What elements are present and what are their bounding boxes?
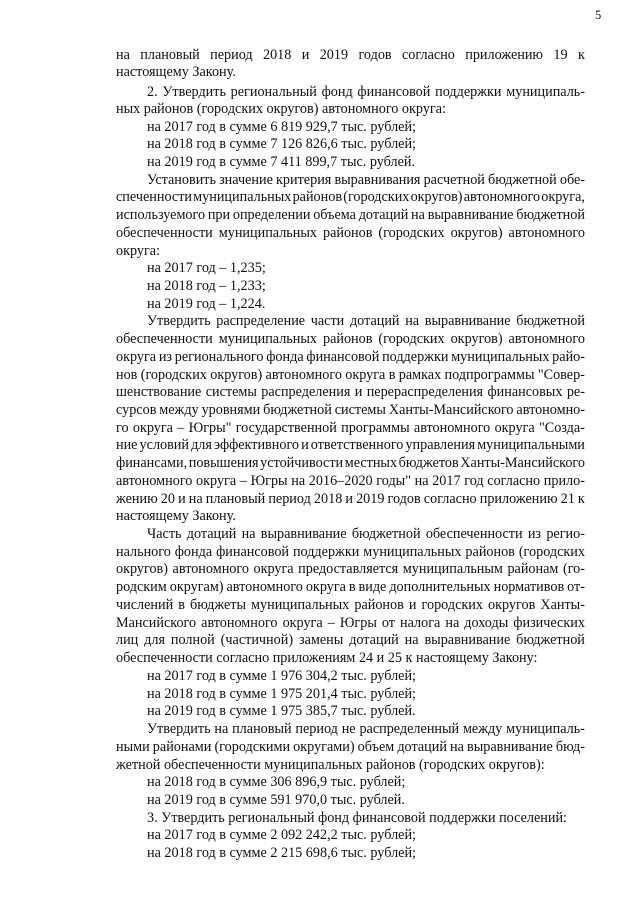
word: Установить [147,172,216,188]
word: выравнивание [427,207,514,223]
word: регионального [174,349,264,365]
word: округа [132,420,173,436]
word: округа [116,349,157,365]
word: замены [298,632,344,648]
text-line [116,561,585,577]
word: 19 [553,47,568,63]
word: автономного [172,561,249,577]
word: сурсов [116,402,157,418]
text-line: на 2018 год в сумме 1 975 201,4 тыс. рублей; [147,686,416,702]
word: Ханты-Мансийского [460,455,585,471]
word: районов [292,189,343,205]
word: части [310,313,345,329]
word: местных [344,455,398,471]
page-number: 5 [595,8,602,22]
word: распределения [261,384,351,400]
text-line: ных районов (городских округов) автономного округа: [116,101,446,117]
word: условий [139,437,189,453]
word: годов [387,491,421,507]
text-line [116,367,585,383]
word: в [348,579,356,595]
word: городских [421,597,483,613]
word: в [178,597,185,613]
word: между [159,402,199,418]
word: – [177,420,185,436]
word: (частичной) [220,632,294,648]
word: 2018 [262,47,292,63]
word: подпрограммы [444,367,535,383]
word: распределенный [359,721,460,737]
word: обеспеченности [116,331,213,347]
word: – [327,615,335,631]
text-line [116,473,585,489]
word: критерия [276,172,332,188]
word: Югры [250,473,288,489]
word: дополнительных [389,579,491,595]
text-line: жетной обеспеченности муниципальных районов (городских округов): [116,757,545,773]
text-line [116,331,585,347]
word: округам) [169,579,224,595]
word: бюджетной [516,207,585,223]
word: округами) [293,739,355,755]
word: объема [313,207,356,223]
word: нов [116,367,138,383]
word: округов) [450,331,503,347]
text-line [116,189,585,205]
word: 21 [560,491,575,507]
text-line [147,526,585,542]
word: – [239,473,247,489]
word: 2. [147,84,158,100]
word: бюджетной [488,172,557,188]
word: дотаций [358,207,409,223]
word: на [405,313,420,329]
text-line [116,47,585,63]
text-line: настоящему Закону. [116,64,236,80]
word: на [414,473,429,489]
word: к [577,47,585,63]
word: программы [341,420,410,436]
word: бюджетной [516,313,585,329]
word: поддержки [292,544,360,560]
word: для [191,437,212,453]
text-line [147,84,585,100]
word: согласно [423,491,477,507]
text-line: обеспеченности согласно приложениям 24 и 25 к настоящему Закону: [116,650,538,666]
word: поддержки [382,349,449,365]
word: период [210,47,253,63]
word: муниципальным [402,561,503,577]
word: согласно [487,473,541,489]
word: годов [358,47,392,63]
word: автономного [201,615,278,631]
word: предоставляется [298,561,399,577]
word: рамках [398,367,442,383]
word: плановый [232,721,292,737]
word: автономного [463,189,541,205]
word: финансовых [487,384,563,400]
word: на [291,473,306,489]
word: ответственного [310,437,404,453]
word: объем [357,739,395,755]
text-line [116,384,585,400]
word: плановый [205,491,266,507]
word: Мансийского [116,615,197,631]
word: жению [116,491,158,507]
text-line [147,172,585,188]
word: райо- [552,349,585,365]
word: выравнивание [424,313,511,329]
word: бюджетов [398,455,459,471]
word: между [462,721,503,737]
word: числений [116,597,174,613]
word: районов [354,597,404,613]
word: период [268,491,311,507]
word: на [445,615,460,631]
word: районам [507,561,559,577]
word: на [411,207,425,223]
word: устойчивости [260,455,344,471]
text-line: на 2017 год в сумме 1 976 304,2 тыс. рублей; [147,668,416,684]
text-line [116,579,585,595]
word: налога [400,615,441,631]
word: от [381,615,395,631]
text-line: на 2018 год в сумме 2 215 698,6 тыс. рублей; [147,845,416,861]
word: государственной [235,420,337,436]
word: шенствование [116,384,202,400]
text-line [116,207,585,223]
word: Утвердить [147,313,211,329]
word: годы" [376,473,411,489]
word: Часть [147,526,182,542]
word: (городских [378,225,445,241]
word: Ханты-Мансийского [388,402,514,418]
word: муниципальными [477,437,585,453]
word: округов) [450,225,503,241]
word: округа [196,473,237,489]
word: лиц [116,632,139,648]
text-line [116,491,585,507]
word: выравнивания [334,172,421,188]
word: для [144,632,165,648]
word: (городских [518,544,585,560]
word: ными [116,739,150,755]
word: ние [116,437,138,453]
word: округа, [541,189,585,205]
word: районов [322,331,373,347]
word: автономного [116,473,193,489]
word: дотаций [349,313,400,329]
word: муниципальных [451,349,550,365]
word: 2019 [356,491,385,507]
word: на [116,47,130,63]
word: эффективного [213,437,300,453]
word: (городскими [214,739,291,755]
word: виде [358,579,387,595]
word: Югры" [188,420,232,436]
word: и [354,384,363,400]
text-line: на 2017 год в сумме 6 819 929,7 тыс. рублей; [147,119,416,135]
word: от- [567,579,585,595]
word: поддержки [435,84,502,100]
word: нормативов [493,579,565,595]
text-line: на 2019 год – 1,224. [147,296,266,312]
word: 2016–2020 [308,473,373,489]
word: округов [488,597,536,613]
word: приложению [479,491,558,507]
text-line [116,455,585,471]
word: 2017 [432,473,461,489]
word: управления [405,437,476,453]
text-line [147,313,585,329]
word: обе- [559,172,585,188]
word: 2018 [313,491,343,507]
word: дотаций [397,739,447,755]
word: согласно [402,47,455,63]
word: год [464,473,484,489]
word: и [178,491,186,507]
word: районами [152,739,212,755]
word: (городских [140,367,207,383]
word: (городских [378,331,445,347]
word: обеспеченности [425,526,523,542]
text-line: настоящему Закону. [116,508,236,524]
word: автономного [508,331,585,347]
text-line [116,225,585,241]
word: обеспеченности [116,225,213,241]
text-line [116,402,585,418]
text-line: на 2019 год в сумме 7 411 899,7 тыс. рублей. [147,154,416,170]
word: бюджетной [263,402,332,418]
word: используемого [116,207,206,223]
word: бюджеты [190,597,246,613]
word: на [241,526,256,542]
word: на [404,632,419,648]
word: округов) [410,189,463,205]
text-line: на 2017 год в сумме 2 092 242,2 тыс. рублей; [147,827,416,843]
text-line: на 2018 год – 1,233; [147,278,266,294]
word: системы [334,402,386,418]
word: автономно- [516,402,585,418]
word: и [301,47,310,63]
word: и [408,597,417,613]
word: го [116,420,129,436]
word: распределение [216,313,306,329]
word: фонда [266,349,304,365]
word: автономного [265,367,342,383]
text-line: 3. Утвердить региональный фонд финансовой поддержки поселений: [147,810,567,826]
word: районов [322,225,373,241]
word: дотаций [186,526,237,542]
word: дотаций [349,632,399,648]
text-line: на 2018 год в сумме 7 126 826,6 тыс. рублей; [147,136,416,152]
word: округа [253,561,294,577]
text-line [116,349,585,365]
word: муниципальных [218,225,317,241]
text-line: на 2017 год – 1,235; [147,260,266,276]
word: автономного [508,225,585,241]
word: фонд [321,84,353,100]
word: бюд- [555,739,585,755]
word: полной [170,632,215,648]
text-line: на 2019 год в сумме 1 975 385,7 тыс. рублей. [147,703,416,719]
word: "Совер- [537,367,585,383]
word: муниципаль- [506,721,585,737]
word: Югры [339,615,377,631]
word: бюджетной [351,526,421,542]
word: округов) [210,367,263,383]
text-line [116,739,585,755]
text-line [116,597,585,613]
word: муниципальных [193,189,292,205]
word: муниципаль- [506,84,585,100]
word: из [527,526,542,542]
word: определении [232,207,311,223]
word: фонда [174,544,213,560]
text-line [116,632,585,648]
word: на [450,739,464,755]
word: повышения [188,455,259,471]
word: муниципальных [218,331,317,347]
word: родским [116,579,167,595]
word: перераспределения [366,384,484,400]
text-line [116,420,585,436]
word: финансовой [357,84,431,100]
word: прило- [543,473,585,489]
word: финансовой [216,544,290,560]
word: округа [282,615,323,631]
word: региональный [230,84,317,100]
word: финансами, [116,455,188,471]
text-line [147,721,585,737]
word: Утвердить [147,721,211,737]
word: округа [494,420,535,436]
word: ре- [566,384,585,400]
word: районов [465,544,515,560]
word: выравнивание [467,739,553,755]
word: нального [116,544,171,560]
word: 20 [160,491,175,507]
word: округов) [116,561,168,577]
word: (городских [343,189,410,205]
word: из [158,349,173,365]
word: при [207,207,231,223]
word: расчетной [423,172,485,188]
word: муниципальных [251,597,350,613]
text-line: округа: [116,243,161,259]
word: бюджетной [516,632,585,648]
word: спеченности [116,189,192,205]
text-line [116,437,585,453]
word: автономного [413,420,491,436]
word: округа [305,579,346,595]
word: выравнивание [424,632,511,648]
word: автономного [226,579,303,595]
word: выравнивание [260,526,347,542]
text-line [116,544,585,560]
word: период [295,721,338,737]
word: регио- [546,526,585,542]
word: не [341,721,356,737]
word: приложению [465,47,544,63]
word: плановый [140,47,200,63]
word: на [188,491,203,507]
word: доходы [464,615,509,631]
word: в [388,367,396,383]
word: системы [205,384,257,400]
word: округа [345,367,386,383]
text-line [116,615,585,631]
word: к [577,491,585,507]
word: (го- [562,561,585,577]
word: "Созда- [538,420,585,436]
text-line: на 2018 год в сумме 306 896,9 тыс. рублей; [147,774,406,790]
word: и [301,437,309,453]
word: уровнями [201,402,261,418]
word: финансовой [306,349,380,365]
word: физических [513,615,585,631]
word: на [214,721,229,737]
word: муниципальных [363,544,462,560]
text-line: на 2019 год в сумме 591 970,0 тыс. рублей. [147,792,405,808]
word: 2019 [319,47,349,63]
word: Ханты- [540,597,585,613]
word: значение [219,172,273,188]
word: Утвердить [162,84,226,100]
word: и [345,491,353,507]
